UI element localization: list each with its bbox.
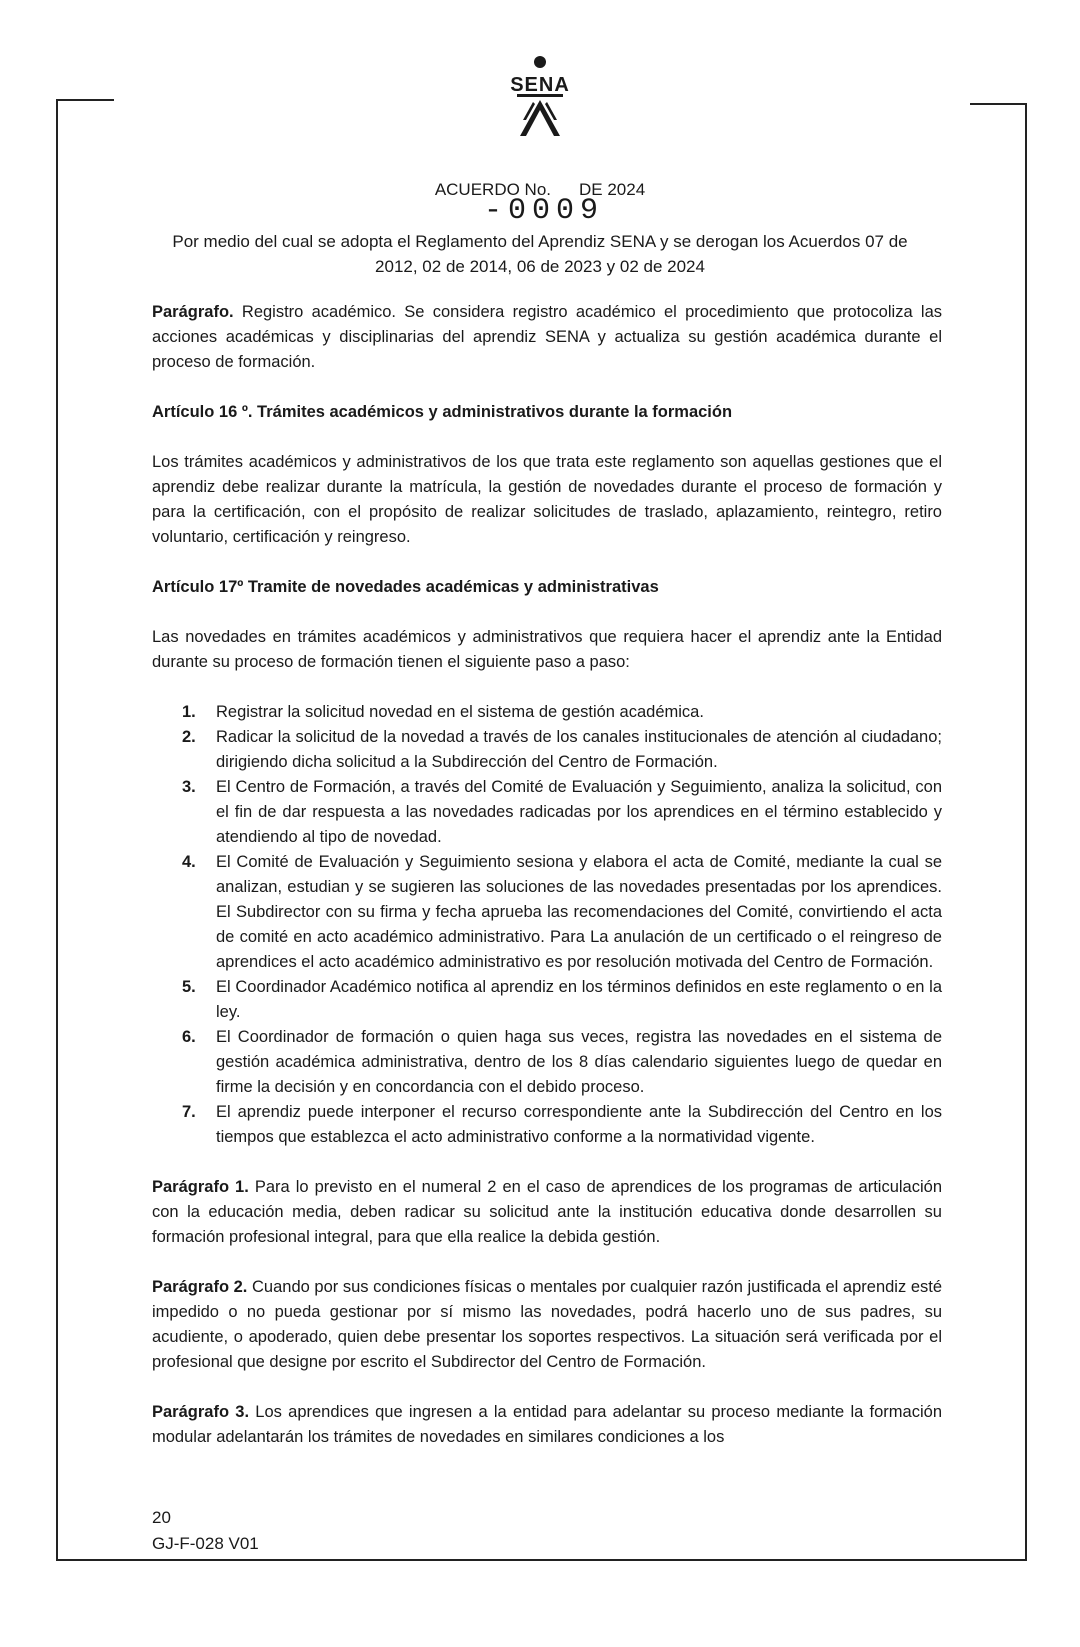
sena-logo [495,50,585,140]
step-text: El Coordinador Académico notifica al aprendiz en los términos definidos en este reglamento o en la ley. [216,978,942,1021]
step-number: 7. [182,1103,196,1121]
step-number: 6. [182,1028,196,1046]
step-text: El Centro de Formación, a través del Comité de Evaluación y Seguimiento, analiza la solicitud, con el fin de dar respuesta a las novedades radicadas por los aprendices en el término establecido y atendiendo al tipo de novedad. [216,778,942,846]
step-text: Registrar la solicitud novedad en el sistema de gestión académica. [216,703,704,721]
articulo-16-text: Los trámites académicos y administrativos de los que trata este reglamento son aquellas gestiones que el aprendiz debe realizar durante la matrícula, la gestión de novedades durante el proceso de formación y para la certificación, con el propósito de realizar solicitudes de traslado, aplazamiento, reintegro, retiro voluntario, certificación y reingreso. [152,453,942,546]
paragrafo-3 [152,1400,942,1450]
articulo-16-title-text: Artículo 16 º. Trámites académicos y administrativos durante la formación [152,403,733,421]
paragrafo-2-text: Cuando por sus condiciones físicas o mentales por cualquier razón justificada el aprendiz esté impedido o no pueda gestionar por sí mismo las novedades, podrá hacerlo uno de sus padres, su acudiente, o apoderado, quien debe presentar los soportes respectivos. La situación será verificada por el profesional que designe por escrito el Subdirector del Centro de Formación. [152,1278,943,1371]
frame-bottom-line [56,1559,1027,1561]
step-text: Radicar la solicitud de la novedad a través de los canales institucionales de atención al ciudadano; dirigiendo dicha solicitud a la Subdirección del Centro de Formación. [216,728,942,771]
acuerdo-label: ACUERDO No. [434,180,551,199]
list-item [182,775,942,850]
paragrafo-registro [152,300,942,375]
articulo-17-intro: Las novedades en trámites académicos y administrativos que requiera hacer el aprendiz ante la Entidad durante su proceso de formación tienen el siguiente paso a paso: [152,628,942,671]
step-text: El Comité de Evaluación y Seguimiento sesiona y elabora el acta de Comité, mediante la cual se analizan, estudian y se sugieren las soluciones de las novedades presentadas por los aprendices. El Subdirector con su firma y fecha aprueba las recomendaciones del Comité, convirtiendo el acta de comité en acto académico administrativo. Para La anulación de un certificado o el reingreso de aprendices el acto académico administrativo es por resolución motivada del Centro de Formación. [216,853,942,971]
articulo-17-title-text: Artículo 17º Tramite de novedades académicas y administrativas [152,578,659,596]
paragrafo-1-label: Parágrafo 1. [152,1178,249,1196]
frame-right-line [1025,103,1027,1561]
document-code: GJ-F-028 V01 [152,1534,259,1553]
list-item [182,700,942,725]
list-item [182,1100,942,1150]
paragrafo-1-text: Para lo previsto en el numeral 2 en el caso de aprendices de los programas de articulación con la educación media, deben radicar su solicitud ante la institución educativa donde desarrollen su formación profesional integral, para que ella realice la debida gestión. [152,1178,942,1246]
document-body [152,300,942,1450]
acuerdo-year: DE 2024 [579,180,646,199]
step-number: 1. [182,703,196,721]
subtitle-line-1: Por medio del cual se adopta el Reglamento del Aprendiz SENA y se derogan los Acuerdos 07 de [172,232,908,251]
paragrafo-registro-label: Parágrafo. [152,303,234,321]
step-number: 4. [182,853,196,871]
page-number: 20 [152,1508,171,1527]
step-number: 2. [182,728,196,746]
articulo-17-title [152,575,942,600]
list-item [182,1025,942,1100]
acuerdo-number: -0009 [484,194,605,228]
step-text: El aprendiz puede interponer el recurso correspondiente ante la Subdirección del Centro en los tiempos que establezca el acto administrativo conforme a la normatividad vigente. [216,1103,942,1146]
articulo-16-title [152,400,942,425]
logo-wordmark: SENA [510,74,570,96]
list-item [182,725,942,775]
step-text: El Coordinador de formación o quien haga sus veces, registra las novedades en el sistema de gestión académica administrativa, dentro de los 8 días calendario siguientes luego de quedar en firme la decisión y en concordancia con el debido proceso. [216,1028,942,1096]
subtitle-line-2: 2012, 02 de 2014, 06 de 2023 y 02 de 2024 [375,257,705,276]
list-item [182,975,942,1025]
frame-top-right-line [970,103,1027,105]
frame-top-left-line [56,99,114,101]
paragrafo-registro-text: Registro académico. Se considera registro académico el procedimiento que protocoliza las acciones académicas y disciplinarias del aprendiz SENA y actualiza su gestión académica durante el proceso de formación. [152,303,942,371]
paragrafo-2 [152,1275,942,1375]
paragrafo-2-label: Parágrafo 2. [152,1278,248,1296]
paragrafo-3-text: Los aprendices que ingresen a la entidad para adelantar su proceso mediante la formación modular adelantarán los trámites de novedades en similares condiciones a los [152,1403,942,1446]
frame-left-line [56,99,58,1561]
steps-list [152,700,942,1150]
acuerdo-subtitle [0,229,1080,279]
step-number: 5. [182,978,196,996]
step-number: 3. [182,778,196,796]
list-item [182,850,942,975]
paragrafo-3-label: Parágrafo 3. [152,1403,250,1421]
paragrafo-1 [152,1175,942,1250]
